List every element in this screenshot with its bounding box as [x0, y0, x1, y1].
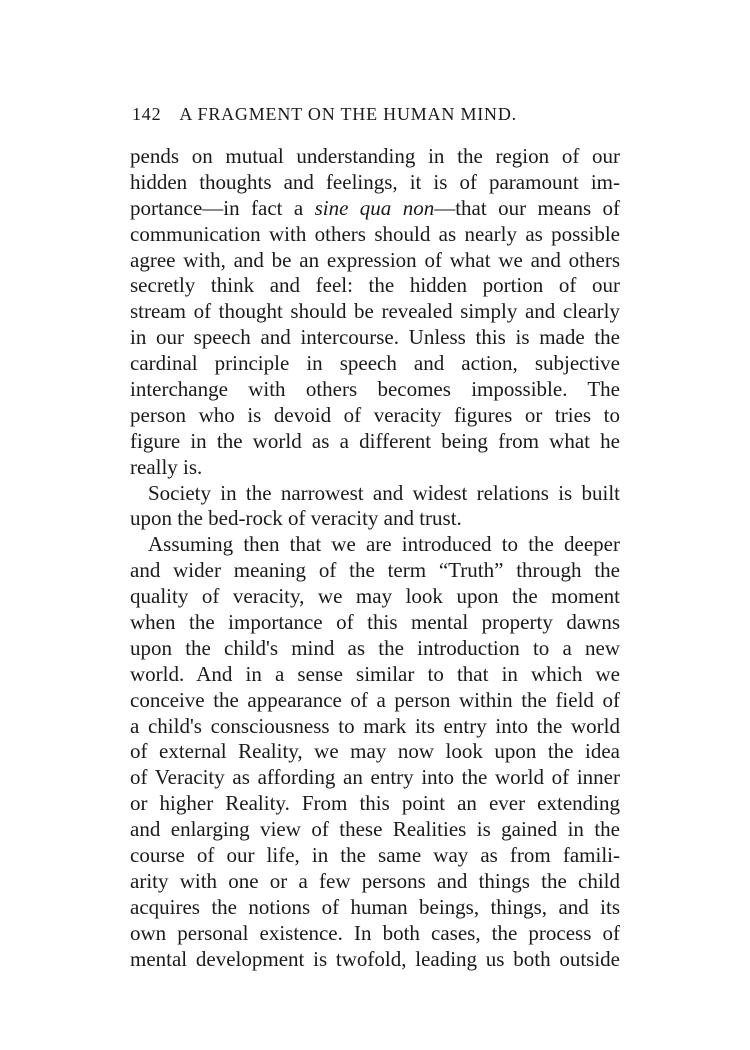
text-line-32: mental development is twofold, leading us both outside [130, 946, 620, 971]
text-line-12: figure in the world as a different being from what he [130, 428, 620, 453]
text-line-3-end: —that our means of [434, 195, 620, 220]
text-line-25: of Veracity as affording an entry into the world of inner [130, 765, 620, 790]
text-line-3-start: portance—in fact a [130, 195, 315, 220]
text-line-24: of external Reality, we may now look upon the idea [130, 739, 620, 764]
text-line-11: person who is devoid of veracity figures or tries to [130, 402, 620, 427]
text-line-28: course of our life, in the same way as from famili- [130, 843, 620, 868]
text-line-8: in our speech and intercourse. Unless this is made the [130, 325, 620, 350]
text-line-30: acquires the notions of human beings, things, and its [130, 894, 620, 919]
text-line-18: quality of veracity, we may look upon the moment [130, 584, 620, 609]
text-line-15: upon the bed-rock of veracity and trust. [130, 506, 462, 531]
text-line-21: world. And in a sense similar to that in which we [130, 661, 620, 686]
text-line-20: upon the child's mind as the introduction to a new [130, 635, 620, 660]
text-line-2: hidden thoughts and feelings, it is of paramount im- [130, 169, 620, 194]
text-line-19: when the importance of this mental property dawns [130, 610, 620, 635]
text-line-23: a child's consciousness to mark its entry into the world [130, 713, 620, 738]
italic-phrase: sine qua non [314, 195, 435, 220]
text-line-6: secretly think and feel: the hidden portion of our [130, 273, 620, 298]
text-line-10: interchange with others becomes impossible. The [130, 377, 620, 402]
text-line-7: stream of thought should be revealed simply and clearly [130, 299, 620, 324]
text-line-4: communication with others should as nearly as possible [130, 221, 620, 246]
text-line-29: arity with one or a few persons and things the child [130, 868, 620, 893]
text-line-26: or higher Reality. From this point an ever extending [130, 791, 620, 816]
text-line-3 [130, 196, 620, 222]
text-line-9: cardinal principle in speech and action, subjective [130, 351, 620, 376]
page-number: 142 [132, 104, 162, 124]
text-line-13: really is. [130, 454, 203, 479]
text-line-14: Society in the narrowest and widest relations is built [148, 480, 620, 505]
running-title: A FRAGMENT ON THE HUMAN MIND. [179, 104, 517, 124]
text-line-1: pends on mutual understanding in the region of our [130, 144, 620, 168]
text-line-17: and wider meaning of the term “Truth” through the [130, 558, 620, 583]
text-line-22: conceive the appearance of a person within the field of [130, 687, 620, 712]
text-line-5: agree with, and be an expression of what we and others [130, 247, 620, 272]
text-line-27: and enlarging view of these Realities is gained in the [130, 817, 620, 842]
body-text [130, 144, 620, 973]
text-line-31: own personal existence. In both cases, the process of [130, 920, 620, 945]
running-head [132, 104, 572, 125]
text-line-16: Assuming then that we are introduced to the deeper [148, 532, 620, 557]
